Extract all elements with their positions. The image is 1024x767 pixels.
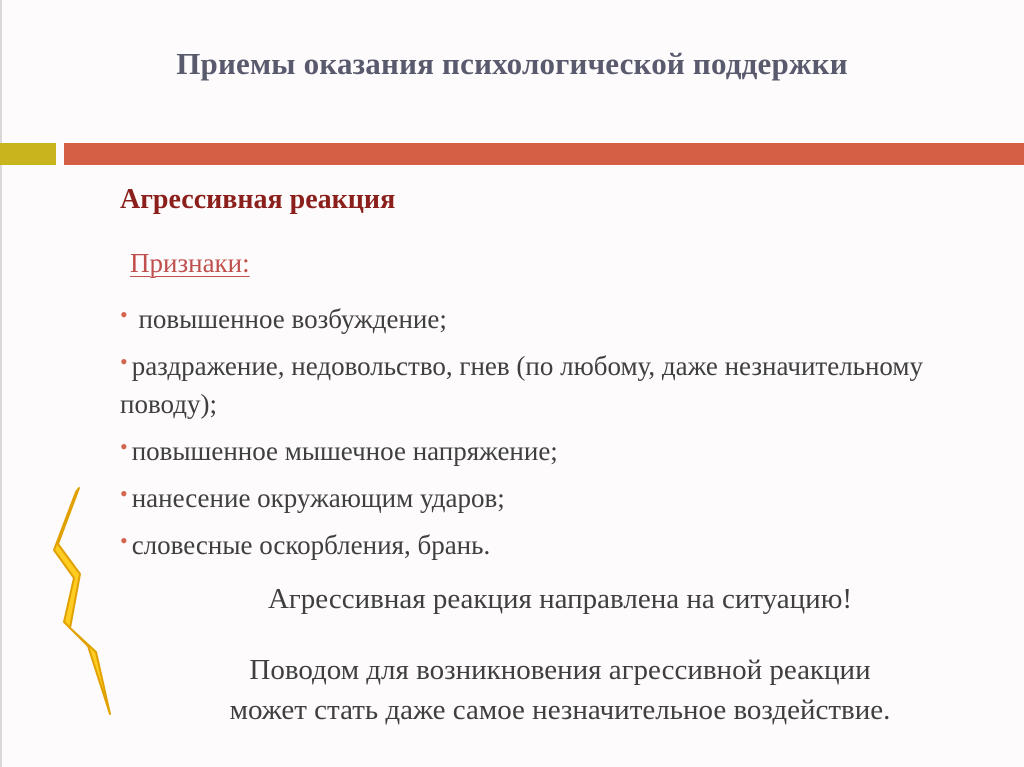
accent-bar: [0, 143, 56, 165]
slide-title: Приемы оказания психологической поддержки: [176, 46, 848, 81]
title-underline-bar: [64, 143, 1024, 165]
bullet-icon: •: [120, 302, 128, 327]
lightning-bolt-icon: [52, 486, 118, 718]
bullet-icon: •: [120, 481, 128, 506]
bullet-icon: •: [120, 528, 128, 553]
section-heading: Агрессивная реакция: [120, 184, 396, 215]
conclusion-line-2: может стать даже самое незначительное воздействие.: [229, 694, 891, 726]
signs-label: Признаки:: [130, 248, 250, 278]
list-item: • раздражение, недовольство, гнев (по любому, даже незначительному поводу);: [120, 349, 924, 419]
bullet-icon: •: [120, 349, 128, 374]
list-item: • нанесение окружающим ударов;: [120, 481, 505, 513]
list-item: • повышенное мышечное напряжение;: [120, 434, 558, 466]
key-statement: Агрессивная реакция направлена на ситуацию!: [267, 583, 853, 615]
bullet-icon: •: [120, 434, 128, 459]
list-item: • повышенное возбуждение;: [120, 302, 447, 334]
signs-list: [120, 296, 1000, 569]
conclusion-line-1: Поводом для возникновения агрессивной реакции: [249, 654, 871, 686]
list-item: • словесные оскорбления, брань.: [120, 528, 491, 560]
conclusion-statement: [0, 650, 1024, 730]
